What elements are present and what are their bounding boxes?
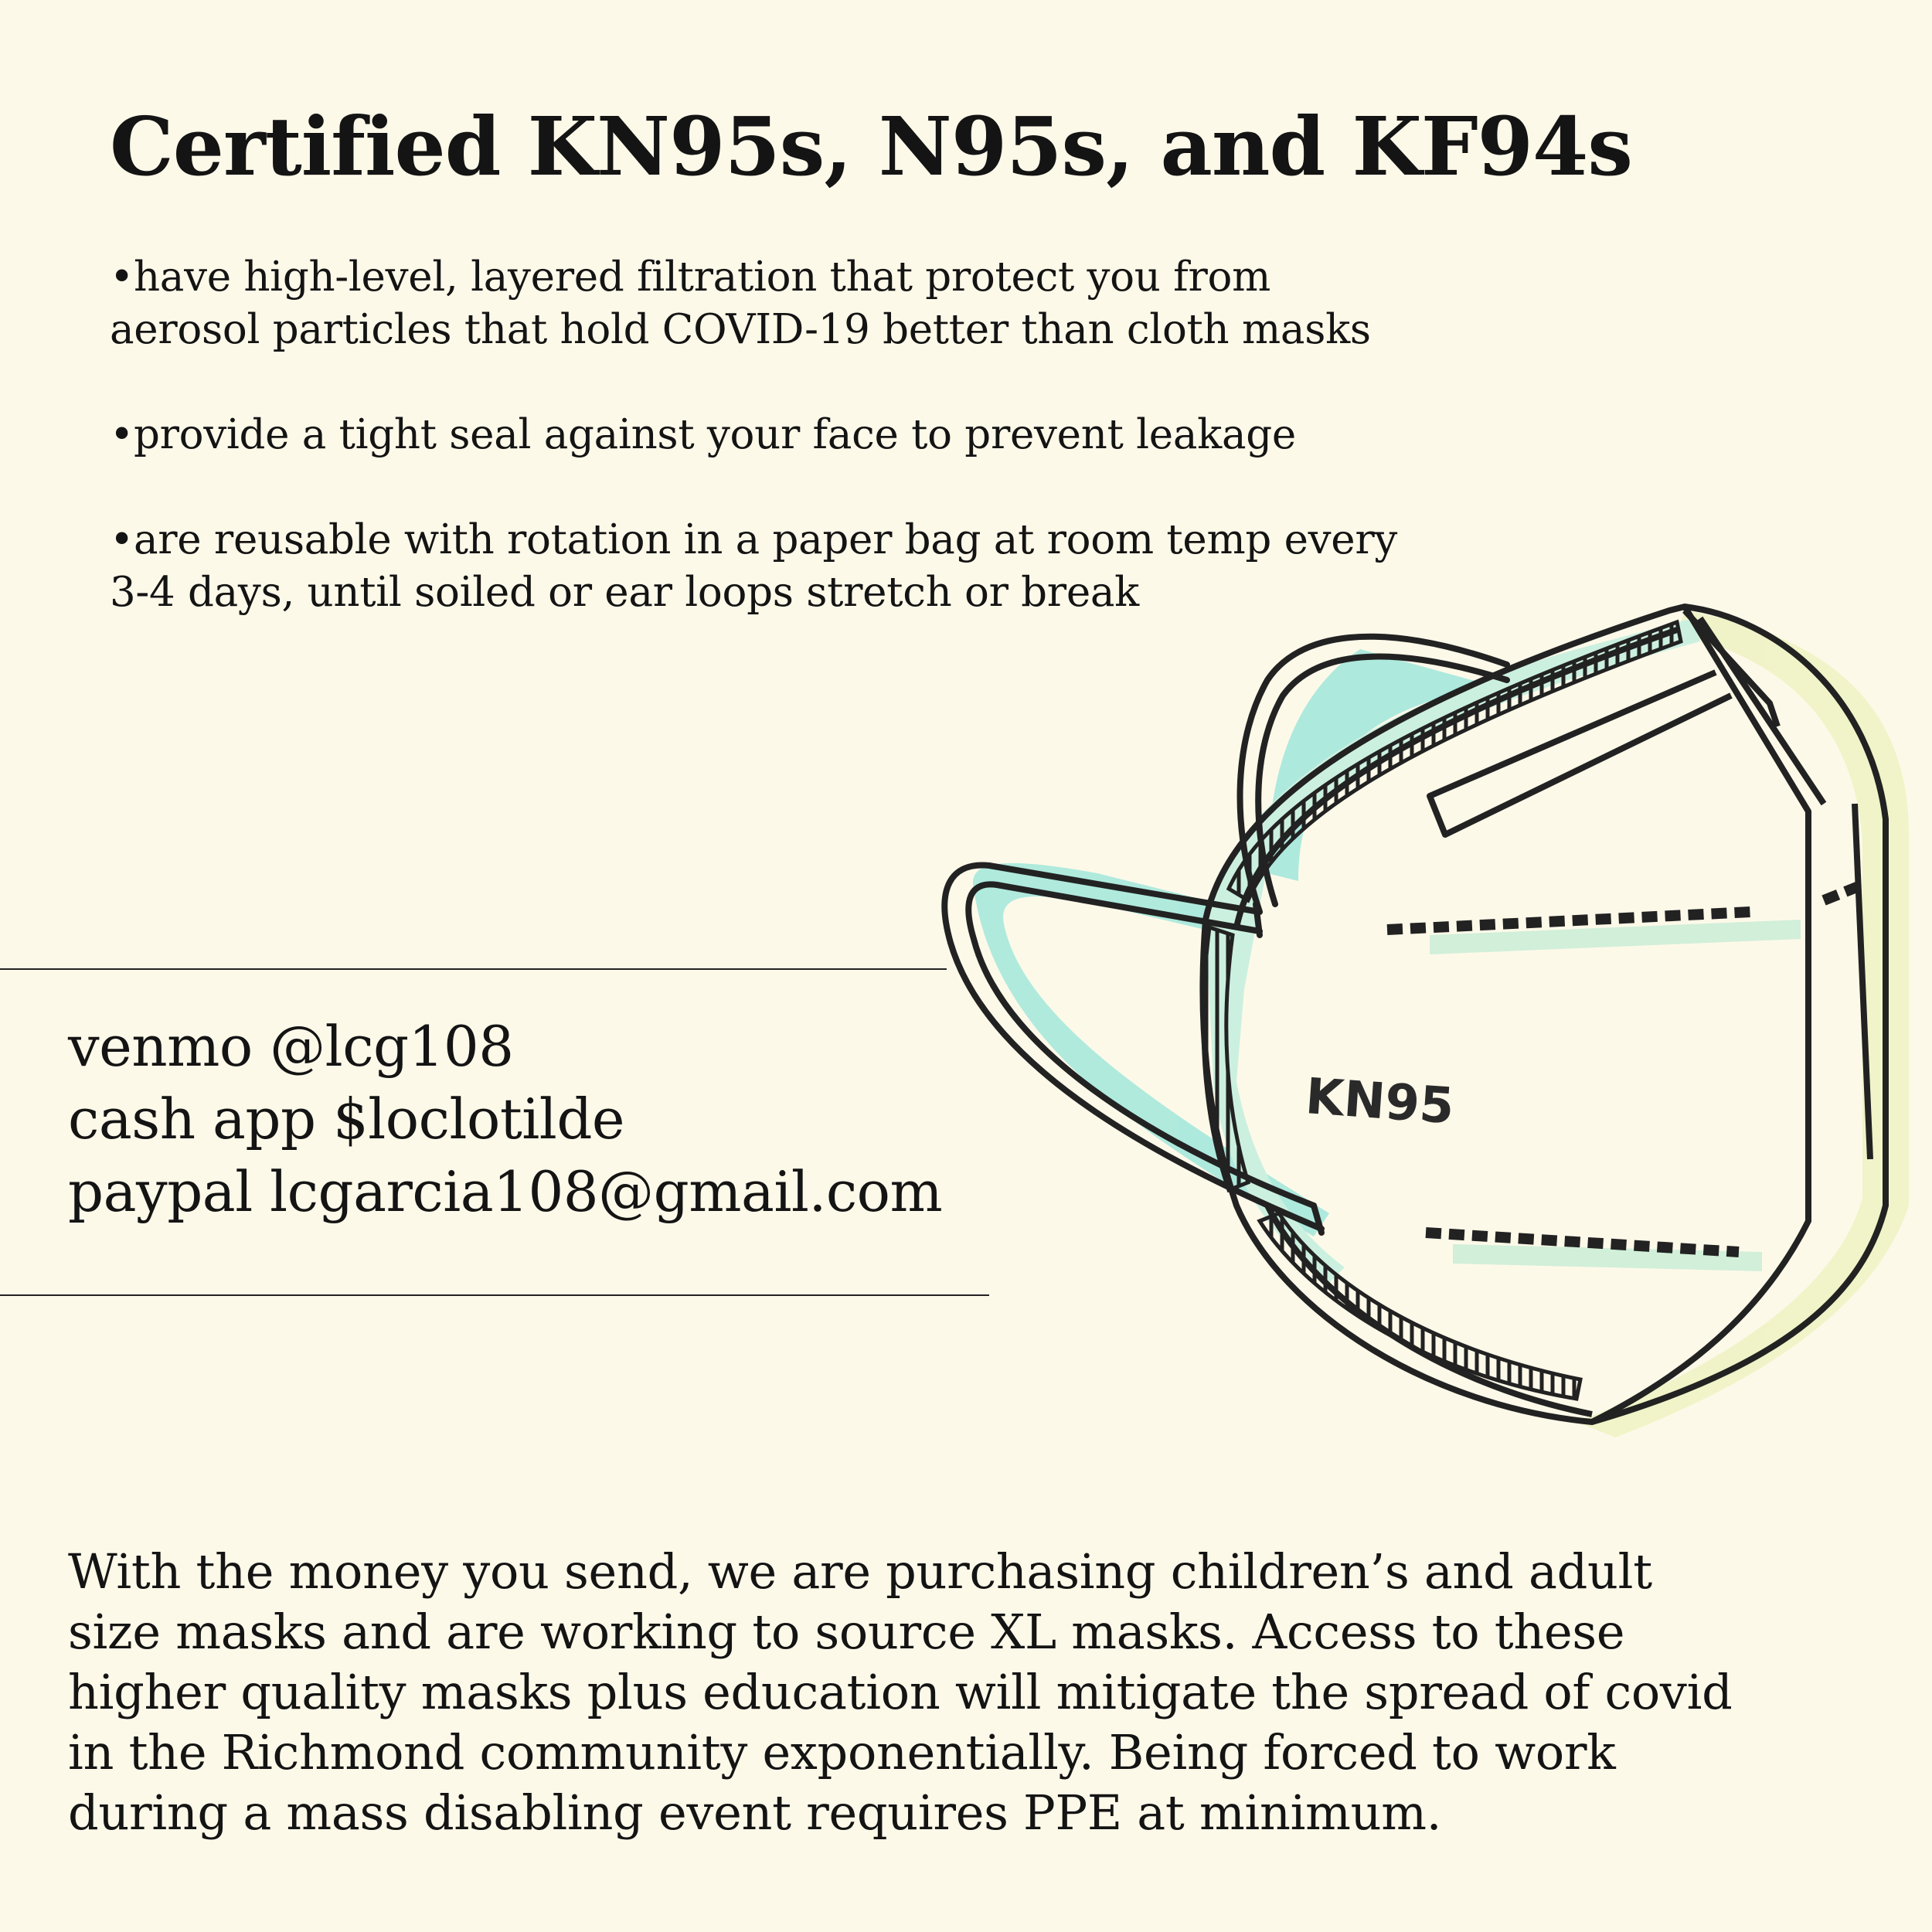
- mission-line: during a mass disabling event requires PPE at minimum.: [68, 1784, 1442, 1841]
- page-title: Certified KN95s, N95s, and KF94s: [110, 99, 1632, 194]
- mission-line: With the money you send, we are purchasing children’s and adult: [68, 1543, 1652, 1600]
- cashapp-handle: cash app $loclotilde: [68, 1087, 625, 1151]
- kn95-mask-icon: [912, 587, 1932, 1461]
- mission-line: size masks and are working to source XL masks. Access to these: [68, 1604, 1625, 1660]
- benefit-text: 3-4 days, until soiled or ear loops stretch or break: [110, 569, 1139, 616]
- venmo-handle: venmo @lcg108: [68, 1014, 514, 1079]
- payment-info: [68, 1010, 942, 1228]
- benefit-item-seal: [110, 409, 1501, 461]
- benefit-text: aerosol particles that hold COVID-19 better than cloth masks: [110, 306, 1371, 353]
- benefit-text: •provide a tight seal against your face to prevent leakage: [110, 411, 1296, 458]
- mission-statement: [68, 1542, 1869, 1843]
- divider-top: [0, 968, 947, 970]
- mask-label: KN95: [1303, 1068, 1456, 1136]
- paypal-handle: paypal lcgarcia108@gmail.com: [68, 1159, 943, 1224]
- mission-line: in the Richmond community exponentially. Being forced to work: [68, 1724, 1616, 1781]
- divider-bottom: [0, 1294, 989, 1296]
- benefit-text: •have high-level, layered filtration that protect you from: [110, 253, 1271, 301]
- mission-line: higher quality masks plus education will mitigate the spread of covid: [68, 1664, 1733, 1720]
- benefit-text: •are reusable with rotation in a paper bag at room temp every: [110, 516, 1398, 563]
- benefit-item-filtration: [110, 251, 1501, 356]
